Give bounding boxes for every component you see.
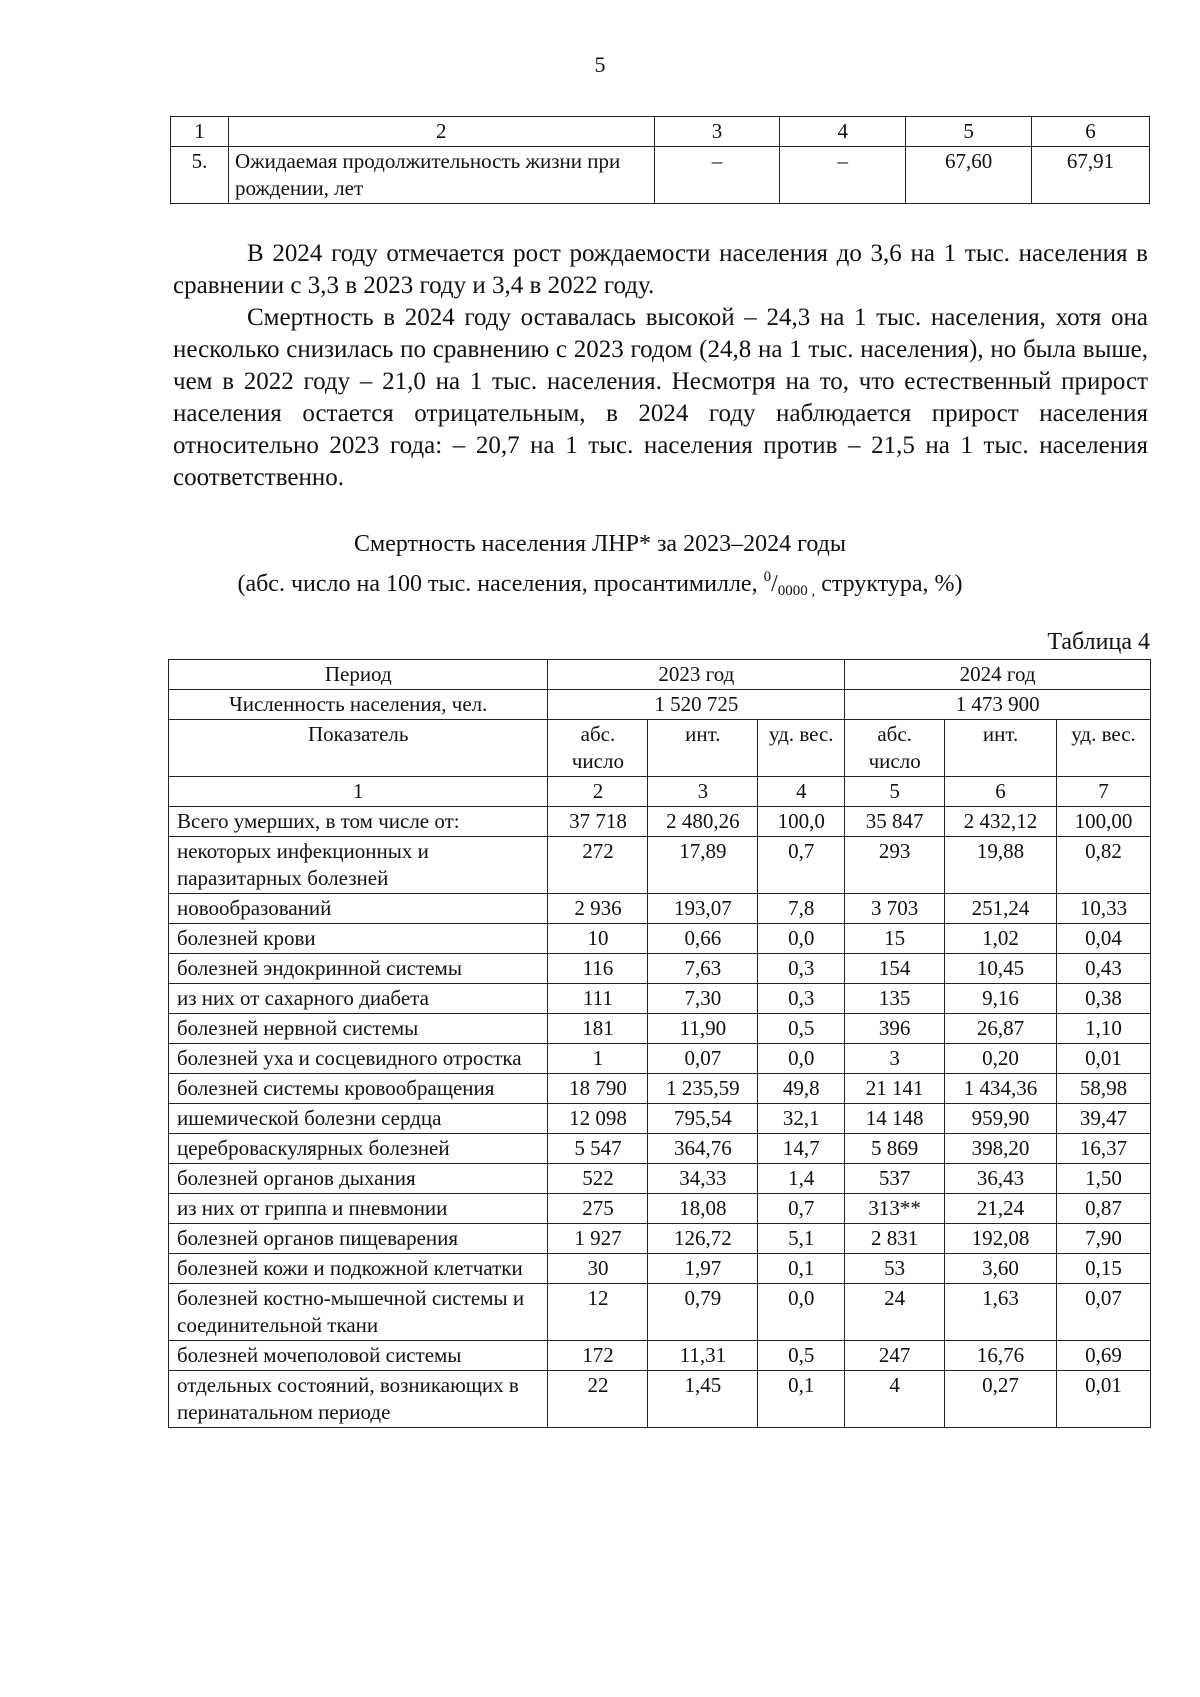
table-cell: 32,1: [758, 1104, 845, 1134]
table-cell: 10: [548, 924, 648, 954]
row-label: новообразований: [169, 894, 548, 924]
table-cell: 0,3: [758, 954, 845, 984]
table-cell: 18,08: [648, 1194, 758, 1224]
table-cell: 7,63: [648, 954, 758, 984]
table-cell: 9,16: [945, 984, 1057, 1014]
table-cell: 35 847: [845, 807, 945, 837]
table-cell: 0,15: [1057, 1254, 1151, 1284]
col-number: 3: [654, 117, 780, 147]
table-cell: 19,88: [945, 837, 1057, 894]
table-cell: 12: [548, 1284, 648, 1341]
table-header-row: [169, 660, 1151, 690]
table-row: [169, 1194, 1151, 1224]
table-cell: 272: [548, 837, 648, 894]
table-cell: 16,76: [945, 1341, 1057, 1371]
table-cell: 1,97: [648, 1254, 758, 1284]
mortality-table: [168, 659, 1151, 1428]
table-cell: 10,33: [1057, 894, 1151, 924]
row-number: 5.: [171, 147, 229, 204]
table-cell: 1 927: [548, 1224, 648, 1254]
table-cell: 0,7: [758, 837, 845, 894]
sub-header: абс. число: [845, 720, 945, 777]
table-cell: 2 831: [845, 1224, 945, 1254]
table-cell: 0,0: [758, 1044, 845, 1074]
table-cell: 11,31: [648, 1341, 758, 1371]
table-row: [169, 1014, 1151, 1044]
row-label: из них от сахарного диабета: [169, 984, 548, 1014]
table-cell: 0,0: [758, 924, 845, 954]
table-cell: 0,20: [945, 1044, 1057, 1074]
table-cell: 7,8: [758, 894, 845, 924]
table-cell: 18 790: [548, 1074, 648, 1104]
table-cell: 14 148: [845, 1104, 945, 1134]
table-cell: 100,0: [758, 807, 845, 837]
col-number: 6: [945, 777, 1057, 807]
row-label: ишемической болезни сердца: [169, 1104, 548, 1134]
paragraph: [173, 302, 1148, 494]
table-cell: 37 718: [548, 807, 648, 837]
table-cell: –: [780, 147, 906, 204]
table-cell: 58,98: [1057, 1074, 1151, 1104]
table-row: [171, 147, 1150, 204]
table-row: [169, 1371, 1151, 1428]
table-cell: 1 235,59: [648, 1074, 758, 1104]
table-cell: 313**: [845, 1194, 945, 1224]
table-row: [169, 1134, 1151, 1164]
table-cell: 24: [845, 1284, 945, 1341]
table-cell: 193,07: [648, 894, 758, 924]
table-cell: 0,01: [1057, 1371, 1151, 1428]
table-cell: 1,10: [1057, 1014, 1151, 1044]
table-cell: 34,33: [648, 1164, 758, 1194]
row-label: болезней мочеполовой системы: [169, 1341, 548, 1371]
table-cell: 2 480,26: [648, 807, 758, 837]
table-cell: 21,24: [945, 1194, 1057, 1224]
table-cell: 135: [845, 984, 945, 1014]
population-value: 1 473 900: [845, 690, 1151, 720]
table-cell: 0,07: [648, 1044, 758, 1074]
row-label: болезней крови: [169, 924, 548, 954]
population-value: 1 520 725: [548, 690, 845, 720]
table-cell: 0,7: [758, 1194, 845, 1224]
table-cell: 0,66: [648, 924, 758, 954]
row-label: болезней нервной системы: [169, 1014, 548, 1044]
col-number: 1: [171, 117, 229, 147]
table-cell: 275: [548, 1194, 648, 1224]
table-row: [169, 954, 1151, 984]
table-cell: 3 703: [845, 894, 945, 924]
table-cell: 172: [548, 1341, 648, 1371]
table-cell: 21 141: [845, 1074, 945, 1104]
row-label: болезней эндокринной системы: [169, 954, 548, 984]
table-cell: 247: [845, 1341, 945, 1371]
table-cell: 1: [548, 1044, 648, 1074]
col-number: 4: [780, 117, 906, 147]
page-number: 5: [594, 52, 606, 77]
sub-header: инт.: [648, 720, 758, 777]
col-number: 2: [228, 117, 654, 147]
col-number: 5: [845, 777, 945, 807]
table-cell: 3: [845, 1044, 945, 1074]
table-row: [169, 894, 1151, 924]
table-row: [169, 1224, 1151, 1254]
table-cell: 537: [845, 1164, 945, 1194]
col-number: 7: [1057, 777, 1151, 807]
table-cell: 0,82: [1057, 837, 1151, 894]
paragraph-text: Смертность в 2024 году оставалась высокой – 24,3 на 1 тыс. населения, хотя она несколько снизилась по сравнению с 2023 годом (24,8 на 1 тыс. населения), но была выше, чем в 2022 году – 21,0 на 1 тыс. населения. Несмотря на то, что естественный прирост населения остается отрицательным, в 2024 году наблюдается прирост населения относительно 2023 года: – 20,7 на 1 тыс. населения против – 21,5 на 1 тыс. населения соответственно.: [173, 304, 1148, 491]
row-label: Ожидаемая продолжительность жизни при рождении, лет: [228, 147, 654, 204]
row-label: болезней кожи и подкожной клетчатки: [169, 1254, 548, 1284]
table-cell: 3,60: [945, 1254, 1057, 1284]
table-row: [169, 924, 1151, 954]
row-label: некоторых инфекционных и паразитарных болезней: [169, 837, 548, 894]
table-row: [169, 1284, 1151, 1341]
table-header-row: [171, 117, 1150, 147]
row-label: болезней органов пищеварения: [169, 1224, 548, 1254]
indicator-header: Показатель: [169, 720, 548, 777]
table-cell: 251,24: [945, 894, 1057, 924]
sub-header: уд. вес.: [758, 720, 845, 777]
table-label: Таблица 4: [1047, 629, 1150, 655]
table-cell: 396: [845, 1014, 945, 1044]
table-cell: 16,37: [1057, 1134, 1151, 1164]
table-cell: 181: [548, 1014, 648, 1044]
row-label: Всего умерших, в том числе от:: [169, 807, 548, 837]
table-cell: 116: [548, 954, 648, 984]
table-cell: 0,27: [945, 1371, 1057, 1428]
table-cell: 67,60: [906, 147, 1032, 204]
table-cell: 0,1: [758, 1371, 845, 1428]
row-label: болезней системы кровообращения: [169, 1074, 548, 1104]
table-cell: 795,54: [648, 1104, 758, 1134]
sub-header: абс. число: [548, 720, 648, 777]
paragraph: [173, 238, 1148, 302]
period-header: Период: [169, 660, 548, 690]
table-row: [169, 984, 1151, 1014]
column-number-row: [169, 777, 1151, 807]
table-cell: 22: [548, 1371, 648, 1428]
table-cell: 17,89: [648, 837, 758, 894]
paragraph-text: В 2024 году отмечается рост рождаемости населения до 3,6 на 1 тыс. населения в сравнении с 3,3 в 2023 году и 3,4 в 2022 году.: [173, 240, 1148, 299]
table-cell: 67,91: [1032, 147, 1150, 204]
table-cell: 5 547: [548, 1134, 648, 1164]
table-row: [169, 837, 1151, 894]
table-cell: 0,3: [758, 984, 845, 1014]
table-row: [169, 1341, 1151, 1371]
table-cell: 0,79: [648, 1284, 758, 1341]
table-cell: 5 869: [845, 1134, 945, 1164]
col-number: 3: [648, 777, 758, 807]
col-number: 2: [548, 777, 648, 807]
table-cell: 100,00: [1057, 807, 1151, 837]
table-header-row: [169, 720, 1151, 777]
table-row: [169, 1164, 1151, 1194]
table-cell: 0,0: [758, 1284, 845, 1341]
table-cell: 0,04: [1057, 924, 1151, 954]
row-label: из них от гриппа и пневмонии: [169, 1194, 548, 1224]
table-cell: 12 098: [548, 1104, 648, 1134]
table-cell: 154: [845, 954, 945, 984]
row-label: цереброваскулярных болезней: [169, 1134, 548, 1164]
table-cell: 36,43: [945, 1164, 1057, 1194]
table-cell: 10,45: [945, 954, 1057, 984]
table-cell: 0,01: [1057, 1044, 1151, 1074]
table-cell: 2 936: [548, 894, 648, 924]
table-cell: 11,90: [648, 1014, 758, 1044]
table-cell: 0,69: [1057, 1341, 1151, 1371]
table-cell: 0,87: [1057, 1194, 1151, 1224]
sub-header: инт.: [945, 720, 1057, 777]
col-number: 6: [1032, 117, 1150, 147]
table-cell: 1 434,36: [945, 1074, 1057, 1104]
table-cell: 15: [845, 924, 945, 954]
col-number: 5: [906, 117, 1032, 147]
table-cell: 0,07: [1057, 1284, 1151, 1341]
table-title: Смертность населения ЛНР* за 2023–2024 годы: [354, 531, 846, 557]
table-cell: 4: [845, 1371, 945, 1428]
table-cell: 0,43: [1057, 954, 1151, 984]
table-cell: 14,7: [758, 1134, 845, 1164]
table-cell: 1,63: [945, 1284, 1057, 1341]
table-cell: 1,4: [758, 1164, 845, 1194]
table-cell: 7,30: [648, 984, 758, 1014]
table-cell: 192,08: [945, 1224, 1057, 1254]
table-row: [169, 1044, 1151, 1074]
row-label: болезней уха и сосцевидного отростка: [169, 1044, 548, 1074]
table-cell: 126,72: [648, 1224, 758, 1254]
table-cell: 5,1: [758, 1224, 845, 1254]
table-cell: 959,90: [945, 1104, 1057, 1134]
table-body: [169, 807, 1151, 1428]
table-cell: 0,38: [1057, 984, 1151, 1014]
table-cell: 364,76: [648, 1134, 758, 1164]
row-label: отдельных состояний, возникающих в перинатальном периоде: [169, 1371, 548, 1428]
table-cell: 1,45: [648, 1371, 758, 1428]
population-header: Численность населения, чел.: [169, 690, 548, 720]
table-subtitle: (абс. число на 100 тыс. населения, просантимилле, $^0/_{0000 ,}$ структура, %): [237, 569, 963, 599]
table-cell: 398,20: [945, 1134, 1057, 1164]
table-cell: 0,1: [758, 1254, 845, 1284]
row-label: болезней органов дыхания: [169, 1164, 548, 1194]
year-header: 2024 год: [845, 660, 1151, 690]
table-cell: 1,50: [1057, 1164, 1151, 1194]
table-cell: 39,47: [1057, 1104, 1151, 1134]
row-label: болезней костно-мышечной системы и соединительной ткани: [169, 1284, 548, 1341]
population-row: [169, 690, 1151, 720]
year-header: 2023 год: [548, 660, 845, 690]
table-cell: 26,87: [945, 1014, 1057, 1044]
col-number: 4: [758, 777, 845, 807]
table-cell: 0,5: [758, 1341, 845, 1371]
table-row: [169, 807, 1151, 837]
table-cell: 111: [548, 984, 648, 1014]
table-cell: 0,5: [758, 1014, 845, 1044]
table-row: [169, 1104, 1151, 1134]
table-cell: 1,02: [945, 924, 1057, 954]
table-row: [169, 1254, 1151, 1284]
continued-table: [170, 116, 1150, 204]
table-cell: 293: [845, 837, 945, 894]
table-cell: 53: [845, 1254, 945, 1284]
table-cell: 7,90: [1057, 1224, 1151, 1254]
table-cell: 2 432,12: [945, 807, 1057, 837]
sub-header: уд. вес.: [1057, 720, 1151, 777]
table-row: [169, 1074, 1151, 1104]
table-cell: 30: [548, 1254, 648, 1284]
table-cell: 522: [548, 1164, 648, 1194]
col-number: 1: [169, 777, 548, 807]
table-cell: 49,8: [758, 1074, 845, 1104]
table-cell: –: [654, 147, 780, 204]
